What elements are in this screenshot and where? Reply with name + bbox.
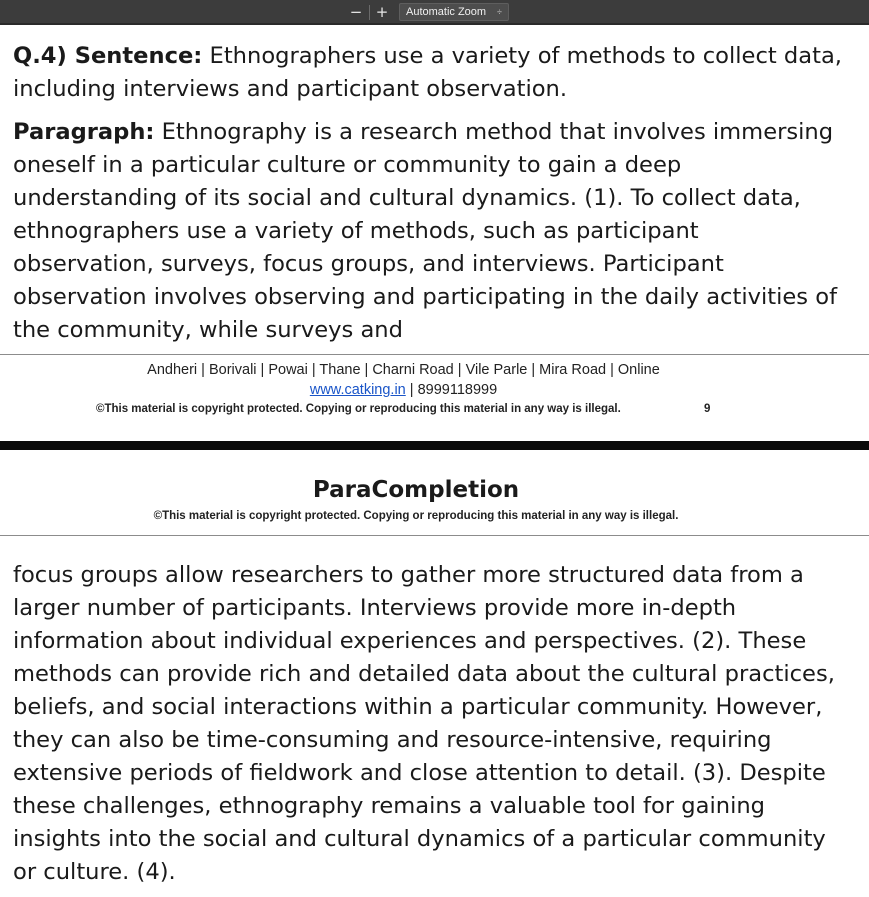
page-gap [0, 441, 869, 450]
question-label: Q.4) Sentence: [13, 43, 203, 69]
pdf-toolbar [0, 0, 869, 25]
question-sentence [13, 40, 843, 106]
zoom-out-button[interactable]: − [349, 3, 363, 21]
paragraph-text: Ethnography is a research method that involves immersing oneself in a particular culture or community to gain a deep understanding of its social and cultural dynamics. (1). To collect data, ethnographers use a variety of methods, such as participant observation, surveys, focus groups, and interviews. Participant observation involves observing and participating in the daily activities of the community, while surveys and [13, 119, 838, 343]
paragraph-continued: focus groups allow researchers to gather more structured data from a larger number of participants. Interviews provide more in-depth information about individual experiences and perspectives. (2). These methods can provide rich and detailed data about the cultural practices, beliefs, and social interactions within a particular community. However, they can also be time-consuming and resource-intensive, requiring extensive periods of fieldwork and close attention to detail. (3). Despite these challenges, ethnography remains a valuable tool for gaining insights into the social and cultural dynamics of a particular community or culture. (4). [13, 562, 835, 885]
paragraph-label: Paragraph: [13, 119, 155, 145]
header-divider [0, 535, 869, 536]
footer-copyright: ©This material is copyright protected. Copying or reproducing this material in any way is illegal. [96, 403, 621, 415]
pdf-page-9 [0, 27, 869, 441]
zoom-in-button[interactable]: + [375, 3, 389, 21]
toolbar-separator [369, 5, 370, 20]
chevron-updown-icon: ÷ [497, 7, 502, 17]
page-title: ParaCompletion [312, 477, 520, 503]
zoom-select[interactable] [399, 3, 509, 21]
footer-divider [0, 354, 869, 355]
paragraph [13, 116, 843, 347]
footer-phone: | 8999118999 [405, 382, 498, 398]
footer-branches: Andheri | Borivali | Powai | Thane | Charni Road | Vile Parle | Mira Road | Online [147, 362, 660, 378]
zoom-select-value: Automatic Zoom [406, 6, 487, 18]
header-copyright: ©This material is copyright protected. Copying or reproducing this material in any way is illegal. [153, 510, 679, 522]
page-number: 9 [704, 403, 711, 415]
question-text: Ethnographers use a variety of methods to collect data, including interviews and participant observation. [13, 43, 842, 102]
website-link[interactable]: www.catking.in [309, 382, 406, 398]
pdf-page-10 [0, 450, 869, 897]
footer-contact [0, 381, 807, 399]
